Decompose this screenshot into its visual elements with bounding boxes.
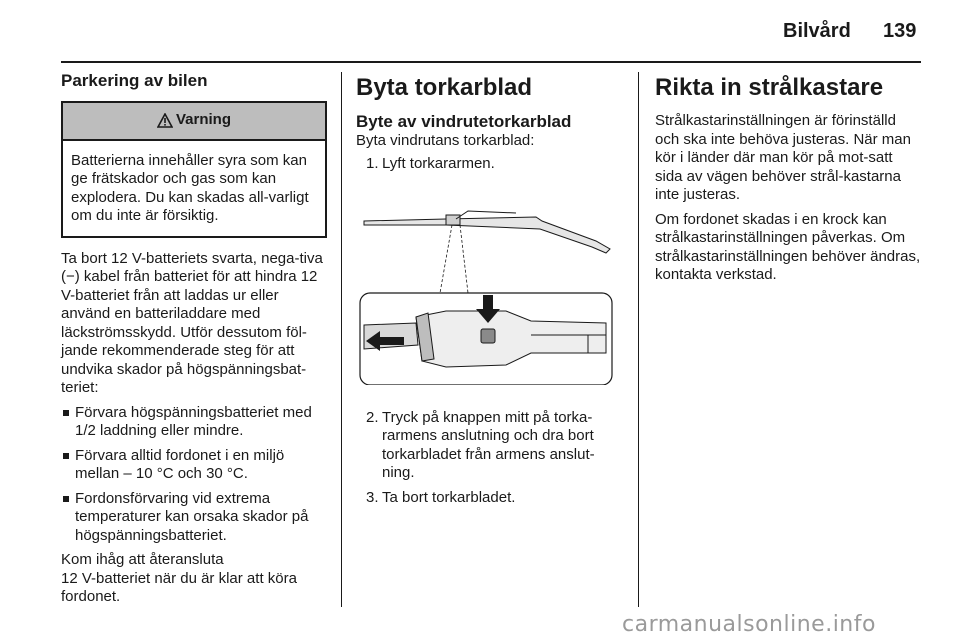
warning-box <box>61 101 327 238</box>
column-divider <box>638 72 639 607</box>
wiper-arm-overview <box>364 211 610 253</box>
column-divider <box>341 72 342 607</box>
wiper-subtitle: Byte av vindrutetorkarblad <box>356 112 572 131</box>
left-column <box>61 72 327 607</box>
step-number: 1. <box>366 154 379 172</box>
right-column <box>655 72 923 291</box>
step-text: Ta bort torkarbladet. <box>382 488 516 506</box>
battery-paragraph: Ta bort 12 V-batteriets svarta, nega-tiva (−) kabel från batteriet för att hindra 12 V-batteriet från att laddas ur eller använd en batteriladdare med läckströmsskydd. Utför dessutom föl-jande rekommenderade steg för att undvika skador på högspänningsbat-teriet: <box>61 249 323 396</box>
wiper-intro: Byta vindrutans torkarblad: <box>356 132 535 149</box>
closing-text <box>61 551 327 607</box>
warning-title: Varning <box>175 111 231 129</box>
headlight-title: Rikta in strålkastare <box>655 74 884 101</box>
headlight-paragraph-1: Strålkastarinställningen är förinställd och ska inte behöva justeras. När man kör i länder där man kör på mot-satt sida av vägen behöver strål-kastarna inte justeras. <box>655 112 911 203</box>
step-number: 3. <box>366 488 379 506</box>
list-item: Förvara alltid fordonet i en miljö mellan – 10 °C och 30 °C. <box>61 447 327 484</box>
step-item <box>356 155 614 174</box>
wiper-illustration <box>356 195 614 385</box>
section-title: Bilvård <box>783 20 851 42</box>
parking-heading: Parkering av bilen <box>61 71 208 90</box>
warning-triangle-icon <box>157 113 173 128</box>
middle-column <box>356 72 614 513</box>
closing-line: 12 V-batteriet när du är klar att köra fordonet. <box>61 569 297 605</box>
wiper-title: Byta torkarblad <box>356 74 533 101</box>
watermark: carmanualsonline.info <box>622 612 876 637</box>
wiper-steps <box>356 155 614 174</box>
page-number: 139 <box>883 20 917 42</box>
step-text: Tryck på knappen mitt på torka-rarmens anslutning och dra bort torkarbladet från armens anslut-ning. <box>382 408 595 481</box>
headlight-paragraph-2: Om fordonet skadas i en krock kan strålkastarinställningen påverkas. Om strålkastarinställningen behöver ändras, kontakta verkstad. <box>655 210 921 283</box>
closing-line: Kom ihåg att återansluta <box>61 551 224 568</box>
list-item: Förvara högspänningsbatteriet med 1/2 laddning eller mindre. <box>61 404 327 441</box>
warning-header <box>63 103 325 141</box>
storage-list <box>61 404 327 546</box>
step-item <box>356 409 614 483</box>
step-text: Lyft torkararmen. <box>382 154 495 172</box>
step-number: 2. <box>366 408 379 426</box>
step-item <box>356 489 614 508</box>
wiper-steps-continued <box>356 409 614 508</box>
list-item: Fordonsförvaring vid extrema temperaturer kan orsaka skador på högspänningsbatteriet. <box>61 490 327 546</box>
header-rule <box>61 61 921 63</box>
warning-text: Batterierna innehåller syra som kan ge frätskador och gas som kan explodera. Du kan skadas all-varligt om du inte är försiktig. <box>71 151 309 224</box>
